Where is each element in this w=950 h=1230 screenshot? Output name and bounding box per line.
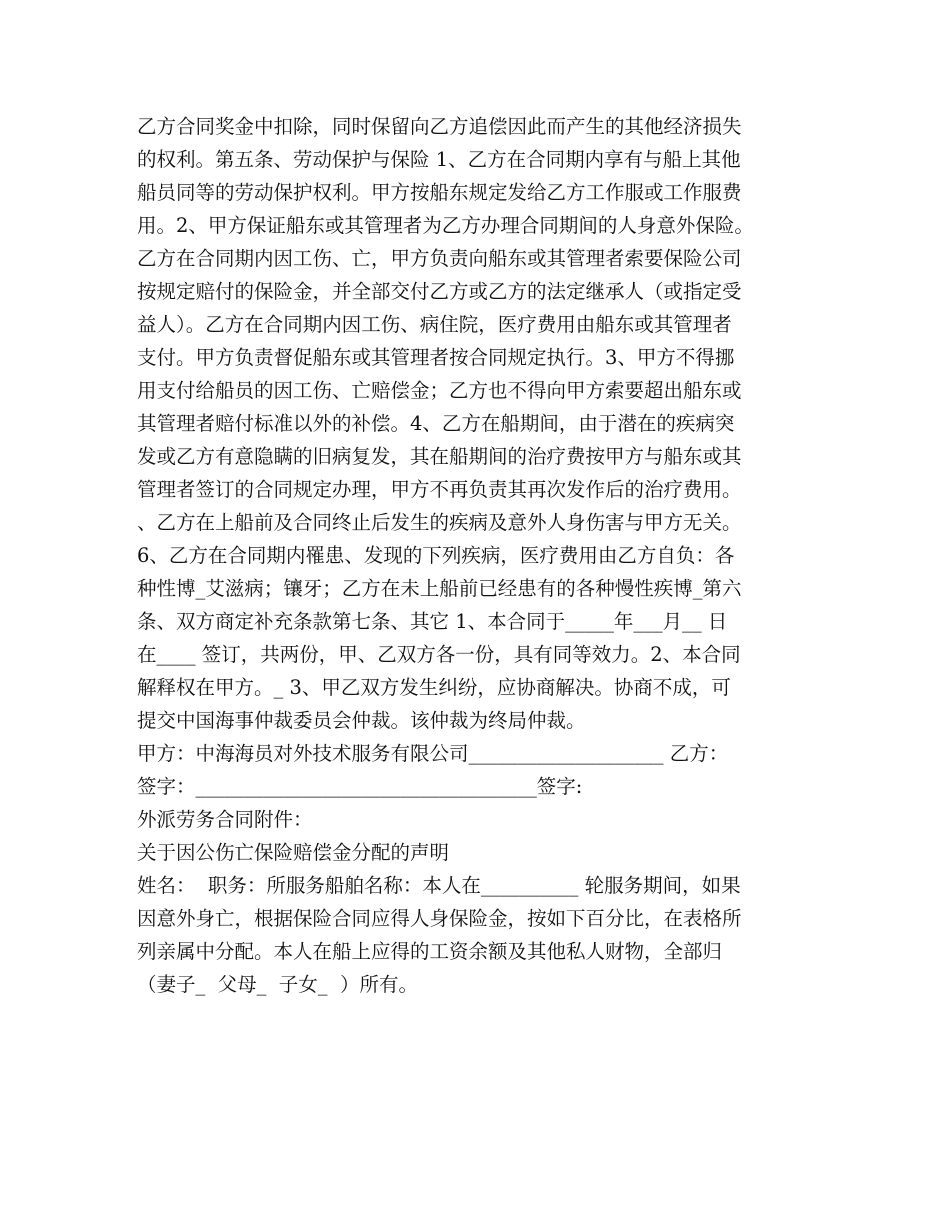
text-line: 姓名： 职务：所服务船舶名称：本人在__________ 轮服务期间，如果 [137, 874, 741, 897]
text-line: 按规定赔付的保险金，并全部交付乙方或乙方的法定继承人（或指定受 [137, 280, 742, 303]
document-body [137, 110, 827, 1001]
text-line: 用支付给船员的因工伤、亡赔偿金；乙方也不得向甲方索要超出船东或 [137, 379, 742, 402]
text-line: 提交中国海事仲裁委员会仲裁。该仲裁为终局仲裁。 [137, 709, 586, 732]
text-line: 在____ 签订，共两份，甲、乙双方各一份，具有同等效力。2、本合同 [137, 643, 741, 666]
text-line: （妻子_ 父母_ 子女_ ）所有。 [137, 973, 418, 996]
text-line: 乙方在合同期内因工伤、亡，甲方负责向船东或其管理者索要保险公司 [137, 247, 742, 270]
party-signature-line: 甲方：中海海员对外技术服务有限公司____________________ 乙方： [137, 742, 729, 765]
text-line: 用。2、甲方保证船东或其管理者为乙方办理合同期间的人身意外保险。 [137, 214, 754, 237]
text-line: 益人）。乙方在合同期内因工伤、病住院，医疗费用由船东或其管理者 [137, 313, 732, 336]
text-line: 乙方合同奖金中扣除，同时保留向乙方追偿因此而产生的其他经济损失 [137, 115, 742, 138]
text-line: 列亲属中分配。本人在船上应得的工资余额及其他私人财物，全部归 [137, 940, 723, 963]
text-line: 、乙方在上船前及合同终止后发生的疾病及意外人身伤害与甲方无关。 [137, 511, 742, 534]
text-line: 6、乙方在合同期内罹患、发现的下列疾病，医疗费用由乙方自负：各 [137, 544, 735, 567]
text-line: 其管理者赔付标准以外的补偿。4、乙方在船期间，由于潜在的疾病突 [137, 412, 735, 435]
text-line: 船员同等的劳动保护权利。甲方按船东规定发给乙方工作服或工作服费 [137, 181, 742, 204]
text-line: 种性博_艾滋病；镶牙；乙方在未上船前已经患有的各种慢性疾博_第六 [137, 577, 742, 600]
signature-line: 签字：___________________________________签字: [137, 775, 583, 798]
text-line: 的权利。第五条、劳动保护与保险 1、乙方在合同期内享有与船上其他 [137, 148, 741, 171]
text-line: 因意外身亡，根据保险合同应得人身保险金，按如下百分比，在表格所 [137, 907, 742, 930]
text-line: 支付。甲方负责督促船东或其管理者按合同规定执行。3、甲方不得挪 [137, 346, 735, 369]
text-line: 管理者签订的合同规定办理，甲方不再负责其再次发作后的治疗费用。 [137, 478, 742, 501]
text-line: 解释权在甲方。_ 3、甲乙双方发生纠纷，应协商解决。协商不成，可 [137, 676, 731, 699]
text-line: 发或乙方有意隐瞒的旧病复发，其在船期间的治疗费按甲方与船东或其 [137, 445, 742, 468]
declaration-title: 关于因公伤亡保险赔偿金分配的声明 [137, 841, 450, 864]
text-line: 条、双方商定补充条款第七条、其它 1、本合同于_____年___月__ 日 [137, 610, 728, 633]
annex-heading: 外派劳务合同附件： [137, 808, 313, 831]
